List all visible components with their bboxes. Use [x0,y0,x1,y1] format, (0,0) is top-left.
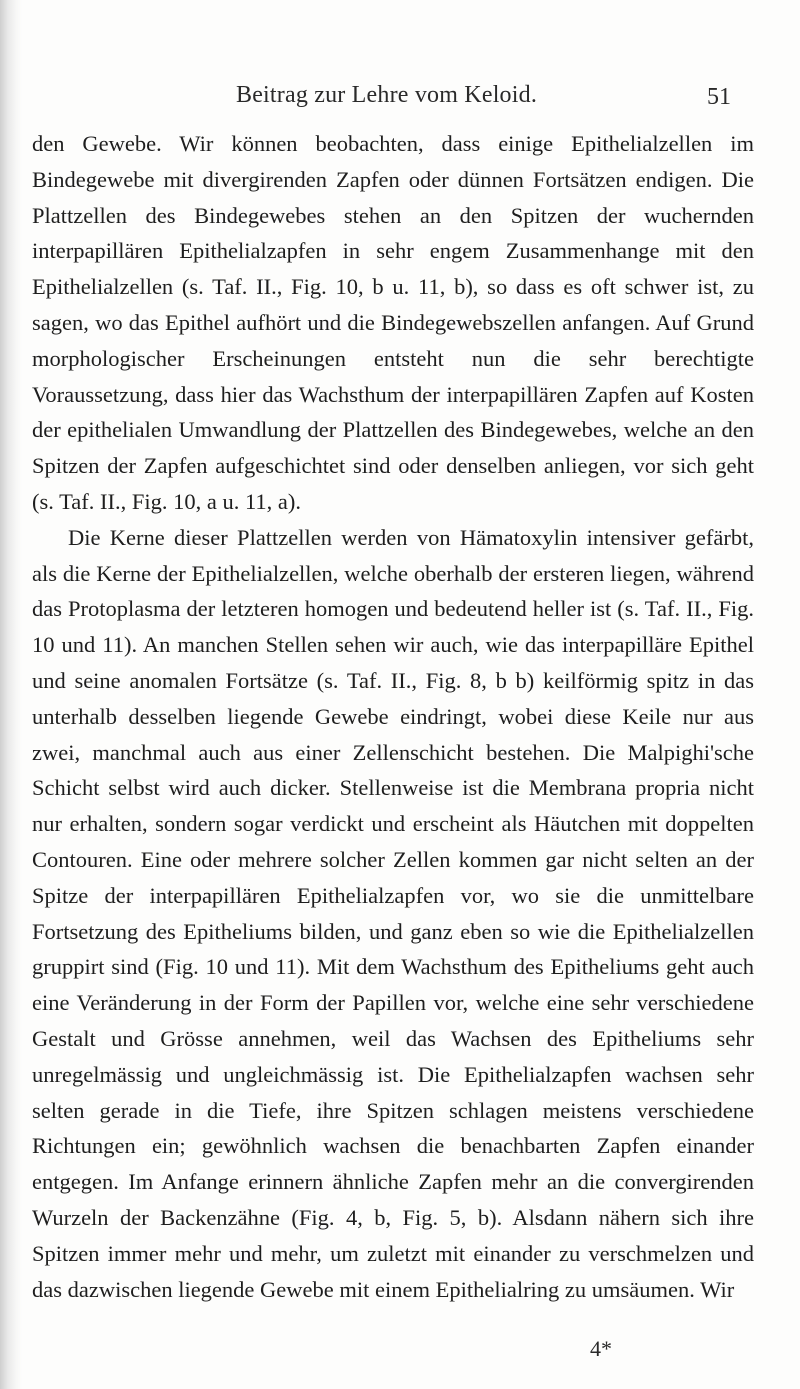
body-text [32,126,754,1307]
running-title: Beitrag zur Lehre vom Keloid. [236,82,538,108]
running-head [0,82,800,112]
page-number: 51 [707,84,731,110]
signature-mark: 4* [590,1336,612,1361]
paragraph-1: den Gewebe. Wir können beobachten, dass einige Epithelialzellen im Bindegewebe mit divergirenden Zapfen oder dünnen Fortsätzen endigen. Die Plattzellen des Bindegewebes stehen an den Spitzen der wuchernden interpapillären Epithelialzapfen in sehr engem Zusammenhange mit den Epithelialzellen (s. Taf. II., Fig. 10, b u. 11, b), so dass es oft schwer ist, zu sagen, wo das Epithel aufhört und die Bindegewebszellen anfangen. Auf Grund morphologischer Erscheinungen entsteht nun die sehr berechtigte Voraussetzung, dass hier das Wachsthum der interpapillären Zapfen auf Kosten der epithelialen Umwandlung der Plattzellen des Bindegewebes, welche an den Spitzen der Zapfen aufgeschichtet sind oder denselben anliegen, vor sich geht (s. Taf. II., Fig. 10, a u. 11, a). [32,131,754,514]
paragraph-2: Die Kerne dieser Plattzellen werden von Hämatoxylin intensiver gefärbt, als die Kerne der Epithelialzellen, welche oberhalb der ersteren liegen, während das Protoplasma der letzteren homogen und bedeutend heller ist (s. Taf. II., Fig. 10 und 11). An manchen Stellen sehen wir auch, wie das interpapilläre Epithel und seine anomalen Fortsätze (s. Taf. II., Fig. 8, b b) keilförmig spitz in das unterhalb desselben liegende Gewebe eindringt, wobei diese Keile nur aus zwei, manchmal auch aus einer Zellenschicht bestehen. Die Malpighi'sche Schicht selbst wird auch dicker. Stellenweise ist die Membrana propria nicht nur erhalten, sondern sogar verdickt und erscheint als Häutchen mit doppelten Contouren. Eine oder mehrere solcher Zellen kommen gar nicht selten an der Spitze der interpapillären Epithelialzapfen vor, wo sie die unmittelbare Fortsetzung des Epitheliums bilden, und ganz eben so wie die Epithelialzellen gruppirt sind (Fig. 10 und 11). Mit dem Wachsthum des Epitheliums geht auch eine Veränderung in der Form der Papillen vor, welche eine sehr verschiedene Gestalt und Grösse annehmen, weil das Wachsen des Epitheliums sehr unregelmässig und ungleichmässig ist. Die Epithelialzapfen wachsen sehr selten gerade in die Tiefe, ihre Spitzen schlagen meistens verschiedene Richtungen ein; gewöhnlich wachsen die benachbarten Zapfen einander entgegen. Im Anfange erinnern ähnliche Zapfen mehr an die convergirenden Wurzeln der Backenzähne (Fig. 4, b, Fig. 5, b). Alsdann nähern sich ihre Spitzen immer mehr und mehr, um zuletzt mit einander zu verschmelzen und das dazwischen liegende Gewebe mit einem Epithelialring zu umsäumen. Wir [32,524,754,1302]
binding-edge [0,0,22,1389]
